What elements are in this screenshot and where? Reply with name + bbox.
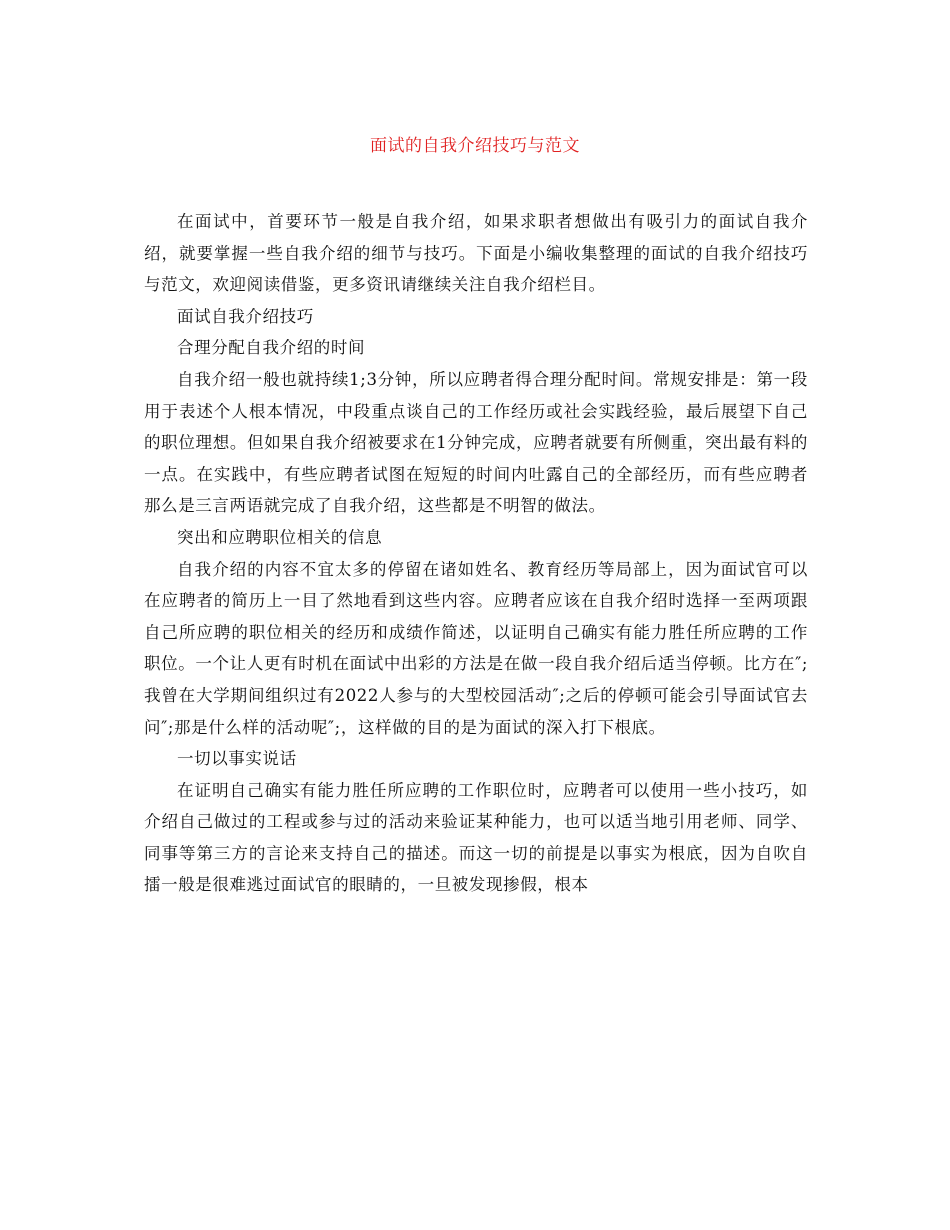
body-paragraph: 自我介绍一般也就持续1;3分钟，所以应聘者得合理分配时间。常规安排是：第一段用于表述个人根本情况，中段重点谈自己的工作经历或社会实践经验，最后展望下自己的职位理想。但如果自我介绍被要求在1分钟完成，应聘者就要有所侧重，突出最有料的一点。在实践中，有些应聘者试图在短短的时间内吐露自己的全部经历，而有些应聘者那么是三言两语就完成了自我介绍，这些都是不明智的做法。 (144, 369, 808, 516)
subsection-heading: 突出和应聘职位相关的信息 (177, 527, 383, 547)
body-paragraph: 自我介绍的内容不宜太多的停留在诸如姓名、教育经历等局部上，因为面试官可以在应聘者的简历上一目了然地看到这些内容。应聘者应该在自我介绍时选择一至两项跟自己所应聘的职位相关的经历和成绩作简述，以证明自己确实有能力胜任所应聘的工作职位。一个让人更有时机在面试中出彩的方法是在做一段自我介绍后适当停顿。比方在″;我曾在大学期间组织过有2022人参与的大型校园活动″;之后的停顿可能会引导面试官去问″;那是什么样的活动呢″;，这样做的目的是为面试的深入打下根底。 (144, 559, 808, 737)
body-paragraph: 在证明自己确实有能力胜任所应聘的工作职位时，应聘者可以使用一些小技巧，如介绍自己做过的工程或参与过的活动来验证某种能力，也可以适当地引用老师、同学、同事等第三方的言论来支持自己的描述。而这一切的前提是以事实为根底，因为自吹自擂一般是很难逃过面试官的眼睛的，一旦被发现掺假，根本 (144, 780, 808, 895)
subsection-heading: 一切以事实说话 (177, 749, 297, 769)
section-heading: 面试自我介绍技巧 (177, 306, 314, 326)
document-title: 面试的自我介绍技巧与范文 (370, 136, 580, 156)
body-paragraph: 在面试中，首要环节一般是自我介绍，如果求职者想做出有吸引力的面试自我介绍，就要掌握一些自我介绍的细节与技巧。下面是小编收集整理的面试的自我介绍技巧与范文，欢迎阅读借鉴，更多资讯请继续关注自我介绍栏目。 (144, 212, 808, 295)
document-body (144, 206, 808, 901)
subsection-heading: 合理分配自我介绍的时间 (177, 338, 366, 358)
